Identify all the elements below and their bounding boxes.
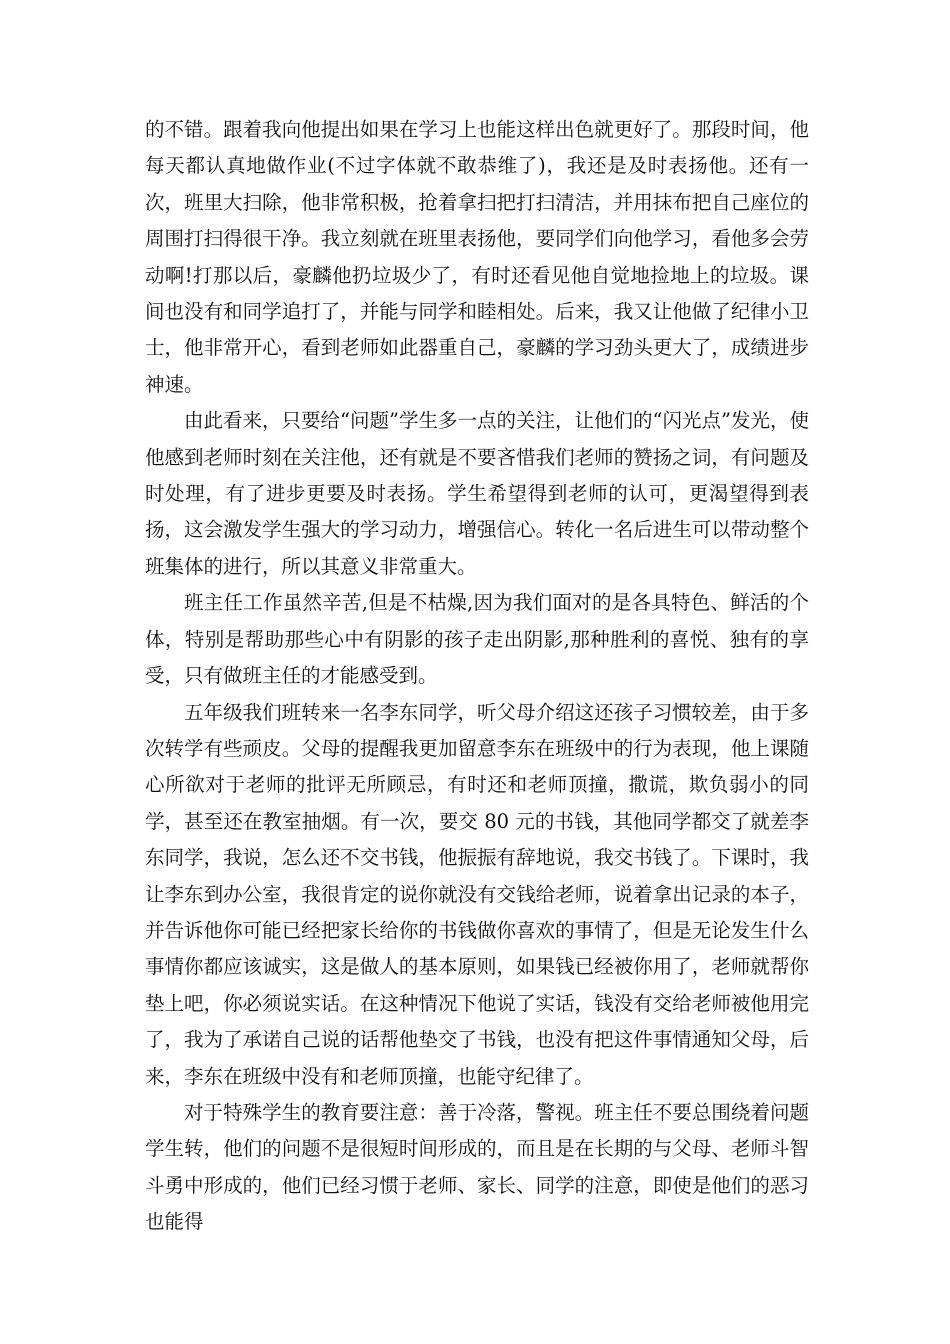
- paragraph-1: 的不错。跟着我向他提出如果在学习上也能这样出色就更好了。那段时间，他每天都认真地做作业(不过字体就不敢恭维了)，我还是及时表扬他。还有一次，班里大扫除，他非常积极，抢着拿扫把打扫清洁，并用抹布把自己座位的周围打扫得很干净。我立刻就在班里表扬他，要同学们向他学习，看他多会劳动啊!打那以后，豪麟他扔垃圾少了，有时还看见他自觉地捡地上的垃圾。课间也没有和同学追打了，并能与同学和睦相处。后来，我又让他做了纪律小卫士，他非常开心，看到老师如此器重自己，豪麟的学习劲头更大了，成绩进步神速。: [145, 118, 809, 396]
- paragraph-2: 由此看来，只要给“问题”学生多一点的关注，让他们的“闪光点”发光，使他感到老师时刻在关注他，还有就是不要吝惜我们老师的赞扬之词，有问题及时处理，有了进步更要及时表扬。学生希望得到老师的认可，更渴望得到表扬，这会激发学生强大的学习动力，增强信心。转化一名后进生可以带动整个班集体的进行，所以其意义非常重大。: [145, 409, 809, 578]
- paragraph-4: 五年级我们班转来一名李东同学，听父母介绍这还孩子习惯较差，由于多次转学有些顽皮。父母的提醒我更加留意李东在班级中的行为表现，他上课随心所欲对于老师的批评无所顾忌，有时还和老师顶撞，撒谎，欺负弱小的同学，甚至还在教室抽烟。有一次，要交 80 元的书钱，其他同学都交了就差李东同学，我说，怎么还不交书钱，他振振有辞地说，我交书钱了。下课时，我让李东到办公室，我很肯定的说你就没有交钱给老师，说着拿出记录的本子，并告诉他你可能已经把家长给你的书钱做你喜欢的事情了，但是无论发生什么事情你都应该诚实，这是做人的基本原则，如果钱已经被你用了，老师就帮你垫上吧，你必须说实话。在这种情况下他说了实话，钱没有交给老师被他用完了，我为了承诺自己说的话帮他垫交了书钱，也没有把这件事情通知父母，后来，李东在班级中没有和老师顶撞，也能守纪律了。: [145, 700, 809, 1088]
- paragraph-5: 对于特殊学生的教育要注意：善于冷落，警视。班主任不要总围绕着问题学生转，他们的问题不是很短时间形成的，而且是在长期的与父母、老师斗智斗勇中形成的，他们已经习惯于老师、家长、同学的注意，即使是他们的恶习也能得: [145, 1100, 809, 1234]
- paragraph-3: 班主任工作虽然辛苦,但是不枯燥,因为我们面对的是各具特色、鲜活的个体，特别是帮助那些心中有阴影的孩子走出阴影,那种胜利的喜悦、独有的享受，只有做班主任的才能感受到。: [145, 591, 809, 688]
- document-body: [145, 112, 809, 1241]
